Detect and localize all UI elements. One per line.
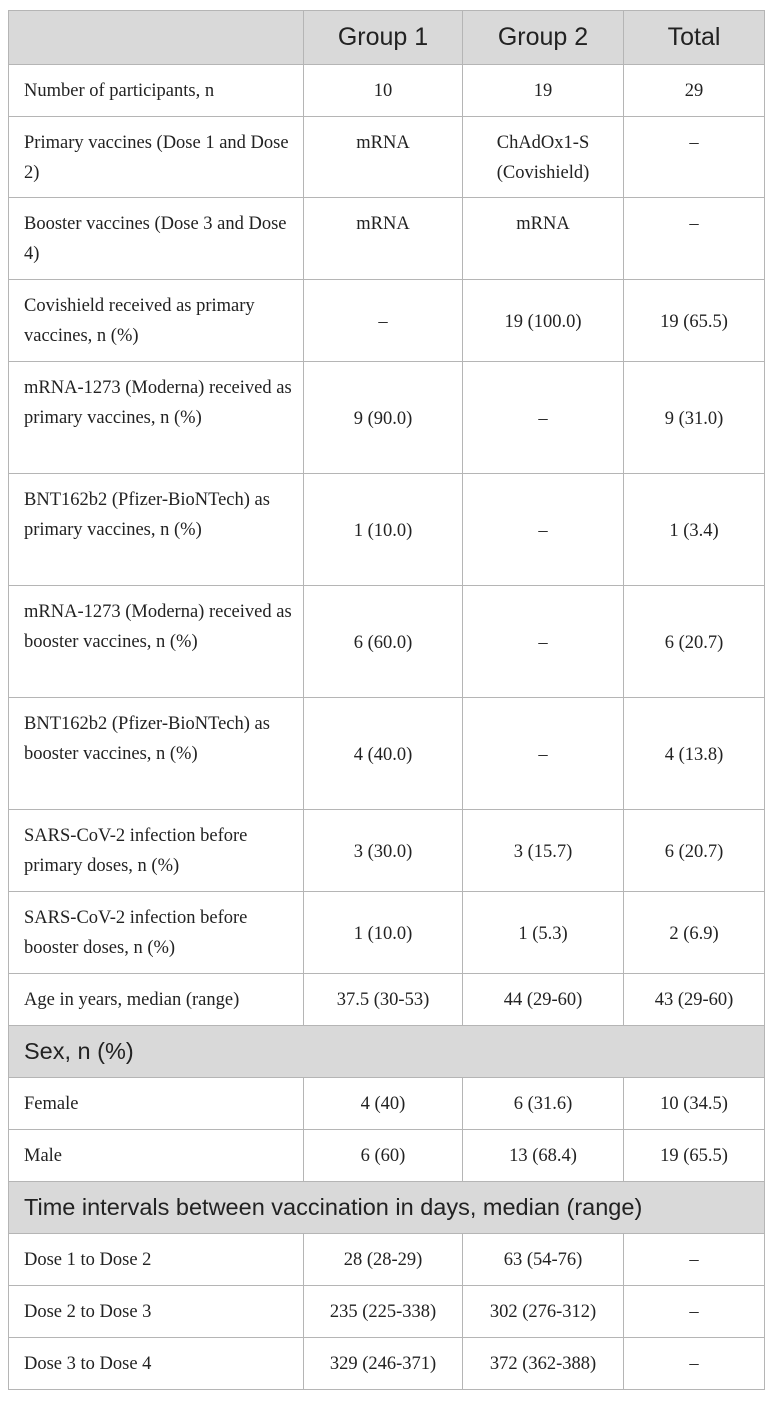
row-label: mRNA-1273 (Moderna) received as booster vaccines, n (%) [9,586,304,698]
group-2-value: 19 (100.0) [463,280,624,362]
table-row [9,892,765,974]
row-label: Dose 1 to Dose 2 [9,1234,304,1286]
row-label: Booster vaccines (Dose 3 and Dose 4) [9,198,304,280]
table-row [9,810,765,892]
table-row [9,1078,765,1130]
total-value: 9 (31.0) [624,362,765,474]
row-label: Male [9,1130,304,1182]
table-container [8,10,764,1390]
group-2-value: 3 (15.7) [463,810,624,892]
group-1-value: 37.5 (30-53) [304,974,463,1026]
table-row [9,117,765,198]
total-value: 29 [624,65,765,117]
group-2-value: mRNA [463,198,624,280]
table-row [9,1286,765,1338]
total-value: – [624,117,765,198]
total-value: 19 (65.5) [624,1130,765,1182]
table-row [9,280,765,362]
table-row [9,65,765,117]
row-label: Dose 2 to Dose 3 [9,1286,304,1338]
total-value: 43 (29-60) [624,974,765,1026]
header-row [9,11,765,65]
total-value: 6 (20.7) [624,810,765,892]
total-value: – [624,1234,765,1286]
group-2-value: – [463,474,624,586]
group-1-value: 3 (30.0) [304,810,463,892]
group-2-value: – [463,698,624,810]
group-1-value: 235 (225-338) [304,1286,463,1338]
group-2-value: – [463,362,624,474]
group-1-value: 4 (40.0) [304,698,463,810]
table-row [9,974,765,1026]
group-1-value: 10 [304,65,463,117]
group-2-value: ChAdOx1-S (Covishield) [463,117,624,198]
row-label: Female [9,1078,304,1130]
participant-characteristics-table [8,10,765,1390]
group-2-value: 6 (31.6) [463,1078,624,1130]
row-label: BNT162b2 (Pfizer-BioNTech) as booster vaccines, n (%) [9,698,304,810]
section-title: Sex, n (%) [9,1026,765,1078]
group-2-value: 1 (5.3) [463,892,624,974]
section-header-sex [9,1026,765,1078]
total-value: 2 (6.9) [624,892,765,974]
row-label: Covishield received as primary vaccines, n (%) [9,280,304,362]
group-1-value: mRNA [304,198,463,280]
table-row [9,362,765,474]
group-2-value: 372 (362-388) [463,1338,624,1390]
group-1-value: 4 (40) [304,1078,463,1130]
total-value: 4 (13.8) [624,698,765,810]
total-value: 1 (3.4) [624,474,765,586]
group-1-value: 9 (90.0) [304,362,463,474]
group-1-value: 1 (10.0) [304,892,463,974]
row-label: SARS-CoV-2 infection before booster doses, n (%) [9,892,304,974]
total-value: – [624,1338,765,1390]
header-empty [9,11,304,65]
total-value: – [624,1286,765,1338]
header-group-1: Group 1 [304,11,463,65]
header-group-2: Group 2 [463,11,624,65]
row-label: SARS-CoV-2 infection before primary doses, n (%) [9,810,304,892]
group-1-value: mRNA [304,117,463,198]
total-value: 6 (20.7) [624,586,765,698]
total-value: 10 (34.5) [624,1078,765,1130]
section-header-time-intervals [9,1182,765,1234]
group-2-value: 63 (54-76) [463,1234,624,1286]
table-row [9,1338,765,1390]
row-label: mRNA-1273 (Moderna) received as primary vaccines, n (%) [9,362,304,474]
table-row [9,586,765,698]
group-2-value: 302 (276-312) [463,1286,624,1338]
group-2-value: – [463,586,624,698]
group-1-value: 6 (60) [304,1130,463,1182]
table-row [9,474,765,586]
row-label: Dose 3 to Dose 4 [9,1338,304,1390]
group-1-value: 6 (60.0) [304,586,463,698]
table-row [9,698,765,810]
section-title: Time intervals between vaccination in days, median (range) [9,1182,765,1234]
row-label: BNT162b2 (Pfizer-BioNTech) as primary vaccines, n (%) [9,474,304,586]
header-total: Total [624,11,765,65]
row-label: Number of participants, n [9,65,304,117]
row-label: Primary vaccines (Dose 1 and Dose 2) [9,117,304,198]
group-2-value: 19 [463,65,624,117]
total-value: 19 (65.5) [624,280,765,362]
group-1-value: 1 (10.0) [304,474,463,586]
table-row [9,1234,765,1286]
group-1-value: – [304,280,463,362]
table-row [9,198,765,280]
group-2-value: 13 (68.4) [463,1130,624,1182]
table-row [9,1130,765,1182]
group-2-value: 44 (29-60) [463,974,624,1026]
group-1-value: 28 (28-29) [304,1234,463,1286]
row-label: Age in years, median (range) [9,974,304,1026]
total-value: – [624,198,765,280]
group-1-value: 329 (246-371) [304,1338,463,1390]
